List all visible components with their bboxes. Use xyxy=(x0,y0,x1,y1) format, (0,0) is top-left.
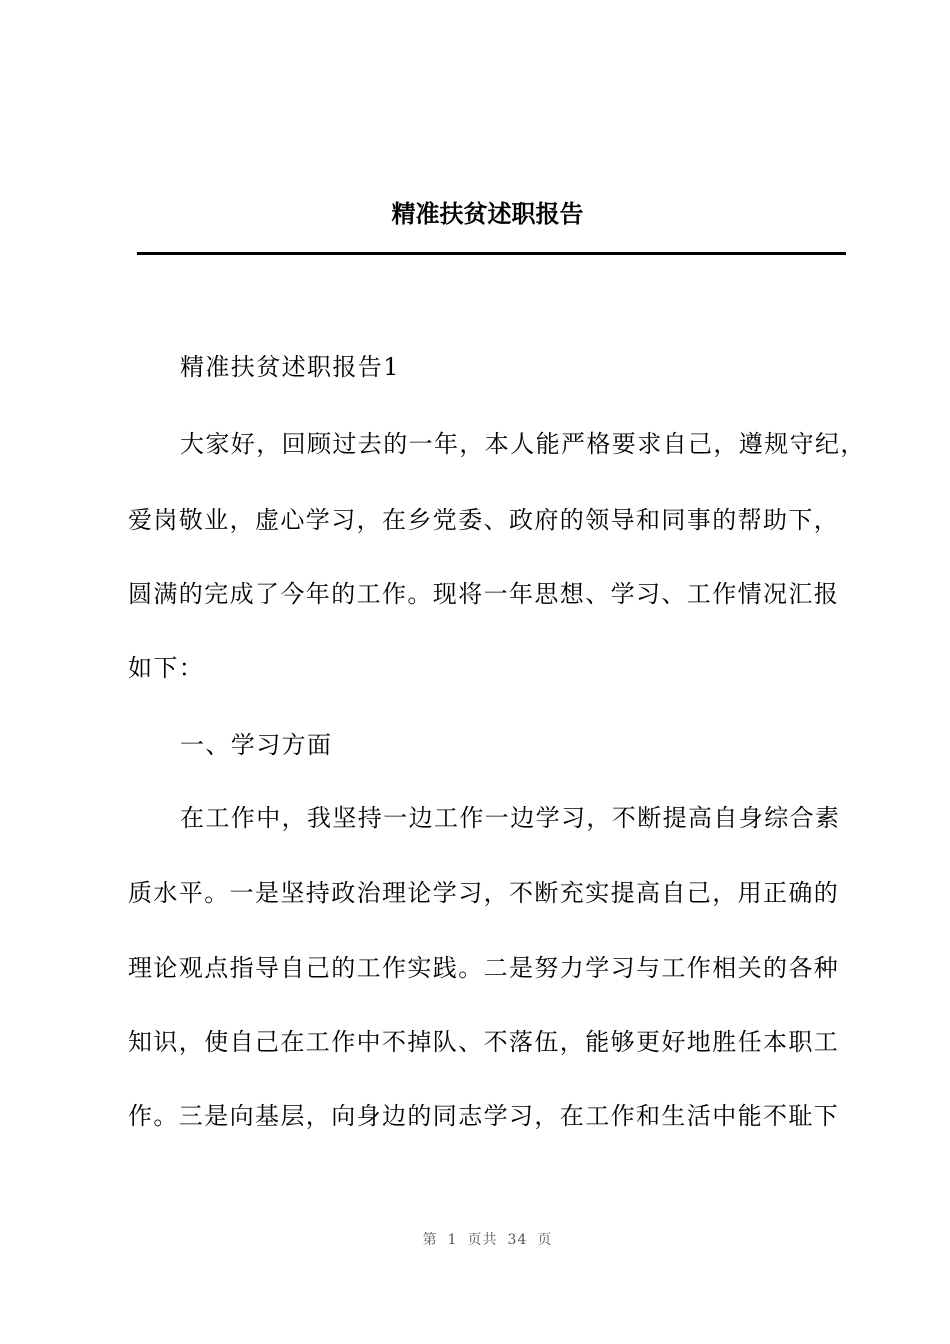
paragraph-line: 在工作中，我坚持一边工作一边学习，不断提高自身综合素 xyxy=(180,804,841,832)
section-heading: 精准扶贫述职报告1 xyxy=(180,353,400,381)
paragraph-line: 作。三是向基层，向身边的同志学习，在工作和生活中能不耻下 xyxy=(128,1102,840,1130)
footer-of-label: 页共 xyxy=(467,1232,498,1248)
paragraph-line: 如下： xyxy=(128,654,205,682)
title-underline xyxy=(137,252,846,255)
footer-page-label: 第 xyxy=(422,1232,438,1248)
paragraph-line: 知识，使自己在工作中不掉队、不落伍，能够更好地胜任本职工 xyxy=(128,1028,840,1056)
document-title: 精准扶贫述职报告 xyxy=(391,200,584,228)
subsection-heading: 一、学习方面 xyxy=(180,731,333,759)
paragraph-line: 圆满的完成了今年的工作。现将一年思想、学习、工作情况汇报 xyxy=(128,580,840,608)
paragraph-line: 质水平。一是坚持政治理论学习，不断充实提高自己，用正确的 xyxy=(128,879,840,907)
paragraph-line: 理论观点指导自己的工作实践。二是努力学习与工作相关的各种 xyxy=(128,954,840,982)
footer-current-page: 1 xyxy=(447,1232,458,1248)
paragraph-line: 爱岗敬业，虚心学习，在乡党委、政府的领导和同事的帮助下， xyxy=(128,506,840,534)
paragraph-line: 大家好，回顾过去的一年，本人能严格要求自己，遵规守纪， xyxy=(180,430,866,458)
page-number-footer xyxy=(0,1230,950,1250)
footer-end-label: 页 xyxy=(537,1232,553,1248)
footer-total-pages: 34 xyxy=(507,1232,528,1248)
